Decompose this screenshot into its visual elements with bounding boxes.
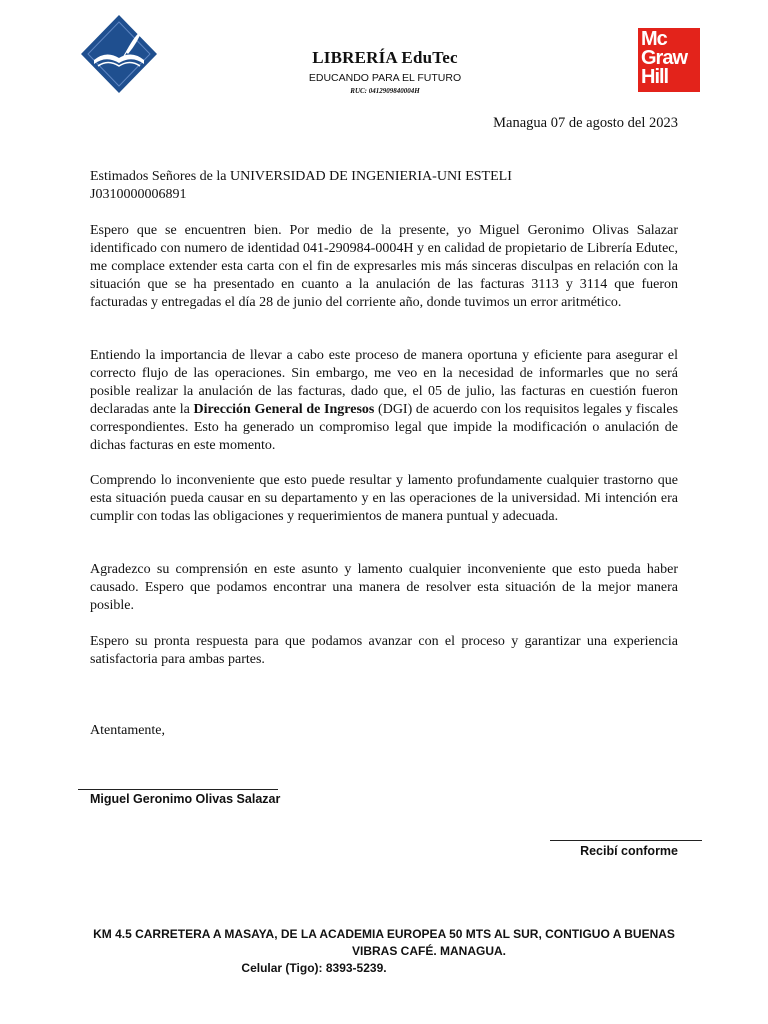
mcgraw-hill-logo bbox=[638, 28, 700, 92]
logo-line-hill: Hill bbox=[641, 66, 669, 88]
paragraph-2-start: Entiendo la importancia de llevar a cabo este proceso de manera oportuna y eficiente para asegurar el correcto flujo de las operaciones. Sin embargo, me veo en la necesidad de informarles que no será posible realizar la anulación de las facturas, dado que, el 05 de julio, las facturas en cuestión fueron declaradas ante la bbox=[90, 348, 678, 417]
paragraph-4: Agradezco su comprensión en este asunto y lamento cualquier inconveniente que esto pueda haber causado. Espero que podamos encontrar una manera de resolver esta situación de la mejor manera posible. bbox=[90, 562, 678, 613]
footer-line-2: VIBRAS CAFÉ. MANAGUA. bbox=[351, 944, 506, 958]
footer-line-1: KM 4.5 CARRETERA A MASAYA, DE LA ACADEMIA EUROPEA 50 MTS AL SUR, CONTIGUO A BUENAS bbox=[93, 927, 675, 941]
letterhead bbox=[250, 48, 520, 95]
company-name: LIBRERÍA EduTec bbox=[312, 48, 458, 67]
company-slogan: EDUCANDO PARA EL FUTURO bbox=[308, 72, 462, 84]
addressee-line1: Estimados Señores de la UNIVERSIDAD DE INGENIERIA-UNI ESTELI bbox=[90, 169, 512, 184]
logo-line-mc: Mc bbox=[641, 28, 667, 50]
footer-phone: Celular (Tigo): 8393-5239. bbox=[241, 961, 387, 975]
received-line bbox=[550, 840, 702, 841]
dgi-name: Dirección General de Ingresos bbox=[193, 402, 375, 417]
closing: Atentamente, bbox=[90, 723, 166, 738]
paragraph-2 bbox=[90, 347, 678, 455]
footer-address bbox=[84, 926, 684, 977]
addressee-ruc: J0310000006891 bbox=[90, 187, 187, 202]
edutec-logo bbox=[80, 14, 158, 94]
letter-date: Managua 07 de agosto del 2023 bbox=[493, 115, 678, 131]
paragraph-1: Espero que se encuentren bien. Por medio de la presente, yo Miguel Geronimo Olivas Salazar identificado con numero de identidad 041-290984-0004H y en calidad de propietario de Librería Edutec, me complace extender esta carta con el fin de expresarles mis más sinceras disculpas en relación con la situación que se ha presentado en cuanto a la anulación de las facturas 3113 y 3114 que fueron facturadas y entregadas el día 28 de junio del corriente año, donde tuvimos un error aritmético. bbox=[90, 223, 678, 310]
addressee bbox=[90, 168, 678, 204]
signature-name: Miguel Geronimo Olivas Salazar bbox=[90, 792, 281, 806]
company-ruc: RUC: 0412909840004H bbox=[350, 87, 420, 95]
paragraph-2-end: (DGI) de acuerdo con los requisitos legales y fiscales correspondientes. Esto ha generado un compromiso legal que impide la modificación o anulación de dichas facturas en este momento. bbox=[90, 402, 679, 453]
signature-line bbox=[78, 789, 278, 790]
logo-line-graw: Graw bbox=[641, 47, 688, 69]
received-label: Recibí conforme bbox=[580, 844, 678, 858]
paragraph-5: Espero su pronta respuesta para que podamos avanzar con el proceso y garantizar una experiencia satisfactoria para ambas partes. bbox=[90, 634, 678, 667]
book-quill-diamond-icon bbox=[80, 14, 158, 94]
paragraph-3: Comprendo lo inconveniente que esto puede resultar y lamento profundamente cualquier trastorno que esta situación pueda causar en su departamento y en las operaciones de la universidad. Mi intención era cumplir con todas las obligaciones y requerimientos de manera puntual y adecuada. bbox=[90, 473, 678, 524]
